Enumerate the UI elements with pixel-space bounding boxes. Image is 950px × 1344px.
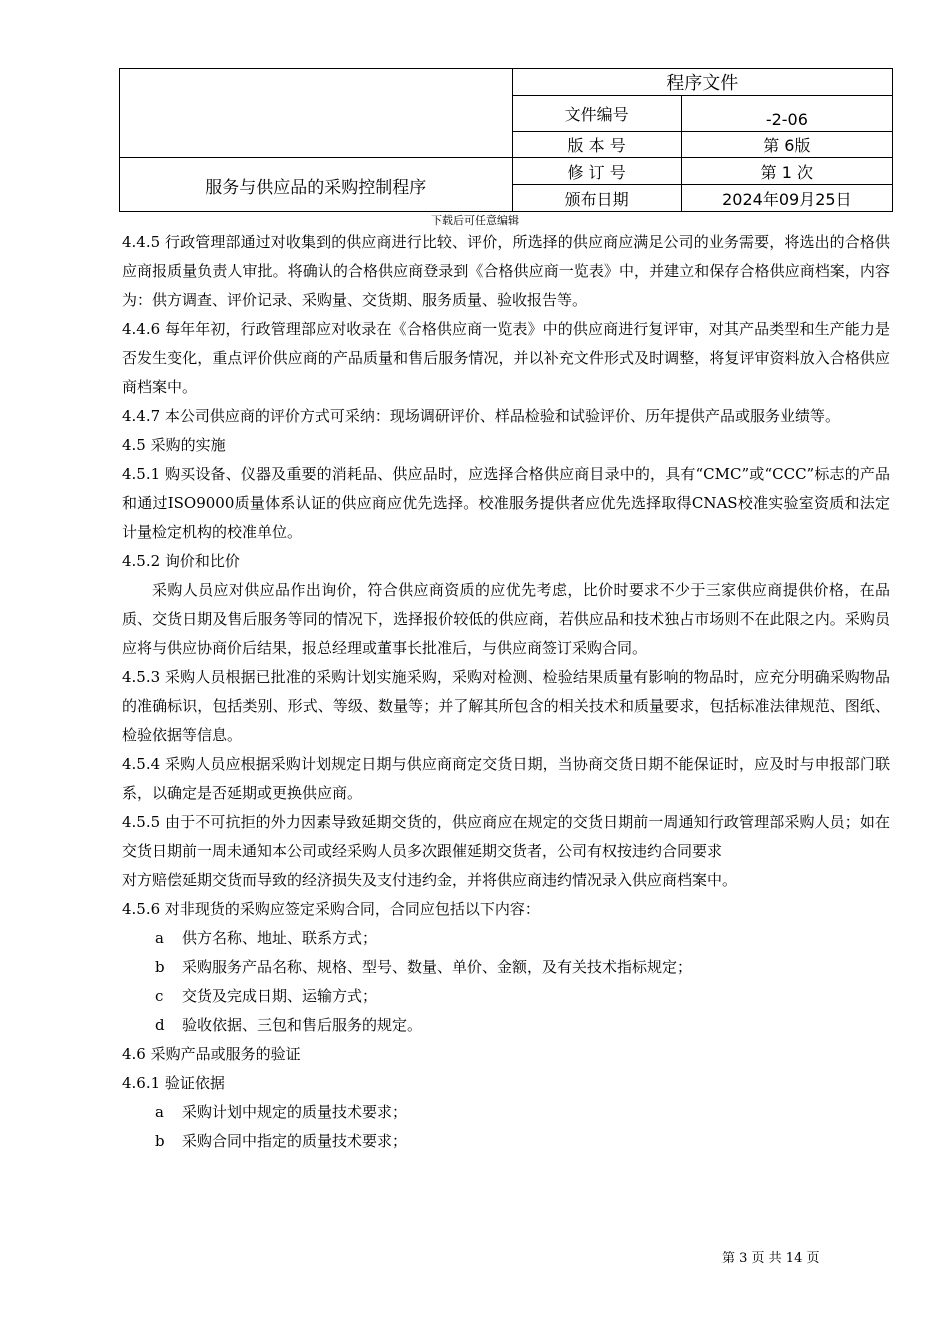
basis-item-a bbox=[122, 1098, 890, 1127]
paragraph-4-5-5-continued: 对方赔偿延期交货而导致的经济损失及支付违约金，并将供应商违约情况录入供应商档案中。 bbox=[122, 871, 738, 889]
paragraph-4-4-7: 4.4.7 本公司供应商的评价方式可采纳：现场调研评价、样品检验和试验评价、历年提供产品或服务业绩等。 bbox=[122, 407, 840, 425]
file-number-value: -2-06 bbox=[681, 96, 892, 132]
list-item-text: 采购合同中指定的质量技术要求； bbox=[182, 1132, 408, 1150]
version-label: 版 本 号 bbox=[512, 132, 681, 158]
list-item-text: 采购服务产品名称、规格、型号、数量、单价、金额，及有关技术指标规定； bbox=[182, 958, 693, 976]
version-value: 第 6版 bbox=[681, 132, 892, 158]
list-marker: a bbox=[155, 929, 164, 947]
contract-item-c bbox=[122, 982, 890, 1011]
paragraph-4-5-4: 4.5.4 采购人员应根据采购计划规定日期与供应商商定交货日期，当协商交货日期不能保证时，应及时与申报部门联系，以确定是否延期或更换供应商。 bbox=[122, 755, 890, 802]
list-marker: b bbox=[155, 1132, 165, 1150]
list-marker: c bbox=[155, 987, 164, 1005]
procedure-title: 服务与供应品的采购控制程序 bbox=[120, 158, 513, 212]
paragraph-4-5-6: 4.5.6 对非现货的采购应签定采购合同，合同应包括以下内容： bbox=[122, 900, 540, 918]
list-item-text: 验收依据、三包和售后服务的规定。 bbox=[182, 1016, 423, 1034]
paragraph-4-5-2-body: 采购人员应对供应品作出询价，符合供应商资质的应优先考虑，比价时要求不少于三家供应商提供价格，在品质、交货日期及售后服务等同的情况下，选择报价较低的供应商，若供应品和技术独占市场则不在此限之内。采购员应将与供应协商价后结果，报总经理或董事长批准后，与供应商签订采购合同。 bbox=[122, 581, 890, 657]
paragraph-4-4-6: 4.4.6 每年年初，行政管理部应对收录在《合格供应商一览表》中的供应商进行复评审，对其产品类型和生产能力是否发生变化，重点评价供应商的产品质量和售后服务情况，并以补充文件形式及时调整，将复评审资料放入合格供应商档案中。 bbox=[122, 320, 890, 396]
list-item-text: 交货及完成日期、运输方式； bbox=[182, 987, 378, 1005]
paragraph-4-4-5: 4.4.5 行政管理部通过对收集到的供应商进行比较、评价，所选择的供应商应满足公司的业务需要，将选出的合格供应商报质量负责人审批。将确认的合格供应商登录到《合格供应商一览表》中，并建立和保存合格供应商档案，内容为：供方调查、评价记录、采购量、交货期、服务质量、验收报告等。 bbox=[122, 233, 890, 309]
list-item-text: 采购计划中规定的质量技术要求； bbox=[182, 1103, 408, 1121]
list-marker: a bbox=[155, 1103, 164, 1121]
revision-value: 第 1 次 bbox=[681, 158, 892, 185]
list-marker: b bbox=[155, 958, 165, 976]
section-heading-4-5: 4.5 采购的实施 bbox=[122, 436, 226, 454]
contract-item-b bbox=[122, 953, 890, 982]
page-number-footer: 第 3 页 共 14 页 bbox=[722, 1251, 820, 1266]
issue-date-label: 颁布日期 bbox=[512, 185, 681, 212]
paragraph-4-5-5: 4.5.5 由于不可抗拒的外力因素导致延期交货的，供应商应在规定的交货日期前一周通知行政管理部采购人员；如在交货日期前一周未通知本公司或经采购人员多次跟催延期交货者，公司有权按违约合同要求 bbox=[122, 813, 890, 860]
list-item-text: 供方名称、地址、联系方式； bbox=[182, 929, 378, 947]
list-marker: d bbox=[155, 1016, 165, 1034]
paragraph-4-5-1: 4.5.1 购买设备、仪器及重要的消耗品、供应品时，应选择合格供应商目录中的，具有“CMC”或“CCC”标志的产品和通过ISO9000质量体系认证的供应商应优先选择。校准服务提供者应优先选择取得CNAS校准实验室资质和法定计量检定机构的校准单位。 bbox=[122, 465, 890, 541]
section-heading-4-6: 4.6 采购产品或服务的验证 bbox=[122, 1045, 301, 1063]
header-blank-cell bbox=[120, 69, 513, 158]
paragraph-4-6-1-heading: 4.6.1 验证依据 bbox=[122, 1074, 225, 1092]
issue-date-value: 2024年09月25日 bbox=[681, 185, 892, 212]
document-type: 程序文件 bbox=[512, 69, 893, 96]
contract-item-a bbox=[122, 924, 890, 953]
paragraph-4-5-2-heading: 4.5.2 询价和比价 bbox=[122, 552, 240, 570]
document-body bbox=[122, 228, 890, 1156]
document-header-table bbox=[119, 68, 893, 212]
paragraph-4-5-3: 4.5.3 采购人员根据已批准的采购计划实施采购，采购对检测、检验结果质量有影响的物品时，应充分明确采购物品的准确标识，包括类别、形式、等级、数量等；并了解其所包含的相关技术和质量要求，包括标准法律规范、图纸、检验依据等信息。 bbox=[122, 668, 890, 744]
watermark-text: 下载后可任意编辑 bbox=[431, 214, 519, 227]
basis-item-b bbox=[122, 1127, 890, 1156]
revision-label: 修 订 号 bbox=[512, 158, 681, 185]
file-number-label: 文件编号 bbox=[512, 96, 681, 132]
contract-item-d bbox=[122, 1011, 890, 1040]
